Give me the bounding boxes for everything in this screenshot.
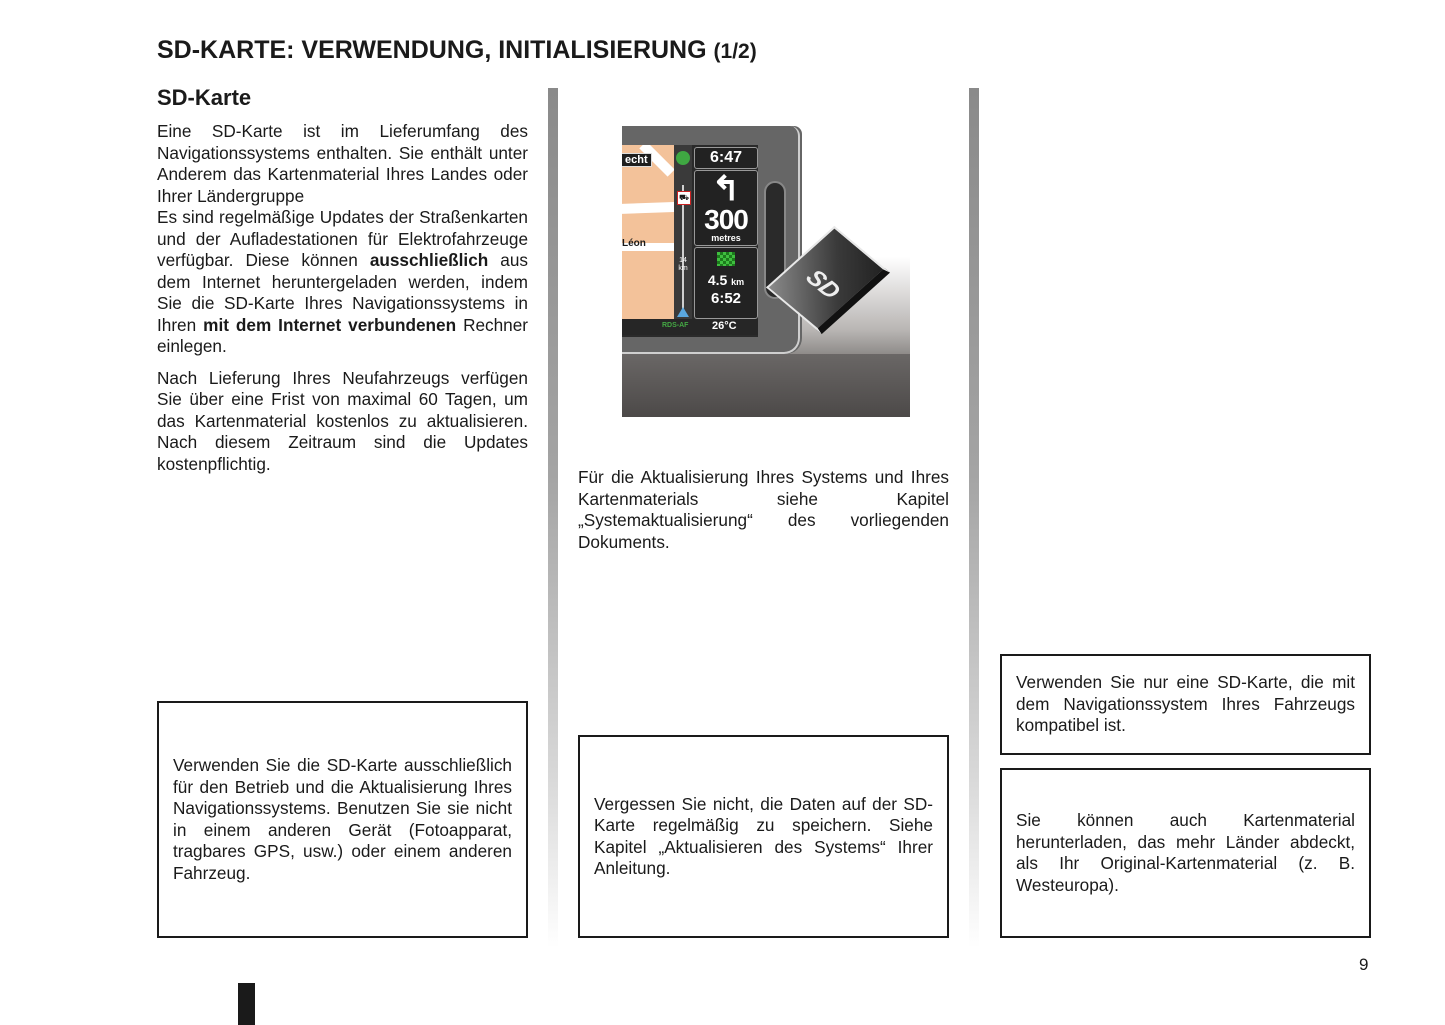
- map-view: [622, 145, 674, 333]
- vehicle-position-icon: [677, 307, 689, 317]
- clock-panel: 6:47: [694, 147, 758, 169]
- thumb-index-marker: [238, 983, 255, 1025]
- note-compatible-text: Verwenden Sie nur eine SD-Karte, die mit dem Navigationssystem Ihres Fahrzeugs kompatibel ist.: [1016, 672, 1355, 736]
- note-box-more-maps: [1000, 768, 1371, 938]
- checkered-flag-icon: [717, 252, 735, 266]
- map-road: [622, 202, 674, 214]
- street-label: echt: [622, 153, 652, 167]
- intro-bold-exclusive: ausschließlich: [369, 250, 489, 270]
- intro-text-d: Rechner einlegen.: [157, 314, 529, 356]
- note-box-usage: [157, 701, 528, 938]
- intro-text-c: aus dem Internet heruntergeladen werden, indem Sie die SD-Karte Ihres Navigationssystems in Ihren: [157, 250, 528, 335]
- street-label-2: Léon: [622, 238, 646, 249]
- column-divider-1: [548, 88, 558, 948]
- sd-logo: SD: [799, 264, 846, 305]
- navigation-screen: [622, 145, 758, 337]
- traffic-icon: ⛟: [677, 191, 691, 205]
- column-divider-2: [969, 88, 979, 948]
- note-box-backup: [578, 735, 949, 938]
- progress-distance-value: 14: [679, 257, 687, 264]
- turn-instruction-panel: [694, 170, 758, 246]
- page-title: [157, 36, 757, 65]
- note-usage-text: Verwenden Sie die SD-Karte ausschließlich für den Betrieb und die Aktualisierung Ihres Navigationssystems. Benutzen Sie sie nicht in einem anderen Gerät (Fotoapparat, tragbares GPS, usw.) oder einem anderen Fahrzeug.: [173, 755, 512, 883]
- note-box-compatible: [1000, 654, 1371, 755]
- destination-distance: [695, 271, 757, 291]
- section-heading: SD-Karte: [157, 85, 252, 110]
- gps-status-icon: [676, 151, 690, 165]
- page-title-text: SD-KARTE: VERWENDUNG, INITIALISIERUNG: [157, 36, 707, 64]
- turn-left-arrow-icon: ↰: [711, 170, 741, 208]
- destination-distance-value: 4.5: [707, 272, 728, 288]
- device-base: [622, 354, 910, 417]
- rds-label: RDS-AF: [662, 322, 689, 329]
- destination-distance-unit: km: [731, 277, 745, 287]
- sd-card-illustration: [622, 126, 910, 417]
- intro-paragraph: [157, 121, 528, 358]
- delivery-paragraph: Nach Lieferung Ihres Neufahrzeugs verfügen Sie über eine Frist von maximal 60 Tagen, um das Kartenmaterial kostenlos zu aktualisieren. Nach diesem Zeitraum sind die Updates kostenpflichtig.: [157, 367, 528, 474]
- progress-distance-unit: km: [678, 265, 688, 272]
- update-reference-paragraph: Für die Aktualisierung Ihres Systems und Ihres Kartenmaterials siehe Kapitel „Systemaktualisierung“ des vorliegenden Dokuments.: [578, 467, 949, 552]
- note-more-maps-text: Sie können auch Kartenmaterial herunterladen, das mehr Länder abdeckt, als Ihr Original-Kartenmaterial (z. B. Westeuropa).: [1016, 810, 1355, 895]
- intro-bold-internet: mit dem Internet verbundenen: [203, 314, 457, 335]
- column-1-text: [157, 121, 528, 485]
- destination-panel: [694, 247, 758, 319]
- turn-distance-unit: metres: [711, 233, 741, 243]
- progress-distance: [676, 257, 690, 273]
- intro-text-a: Eine SD-Karte ist im Lieferumfang des Navigationssystems enthalten. Sie enthält unter Anderem das Kartenmaterial Ihres Landes oder Ihrer Ländergruppe: [157, 121, 528, 206]
- note-backup-text: Vergessen Sie nicht, die Daten auf der SD-Karte regelmäßig zu speichern. Siehe Kapitel „Aktualisieren des Systems“ Ihrer Anleitung.: [594, 793, 933, 878]
- intro-text-b: Es sind regelmäßige Updates der Straßenkarten und der Aufladestationen für Elektrofahrzeuge verfügbar. Diese können: [157, 207, 528, 270]
- column-2-text: [578, 467, 949, 563]
- page-title-part: (1/2): [713, 40, 757, 63]
- arrival-time: 6:52: [710, 290, 742, 307]
- page-number: 9: [1359, 955, 1369, 974]
- turn-distance: 300: [704, 204, 748, 235]
- screen-status-bar: [622, 319, 758, 335]
- temperature: 26°C: [712, 320, 737, 332]
